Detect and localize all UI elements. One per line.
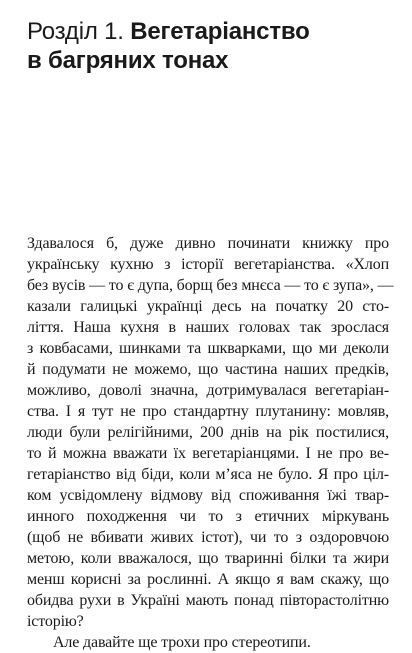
text-line: метою, коли вважалося, що тваринні білки та жири [27,550,389,567]
text-line: й подумати не можемо, що частина наших предків, [27,361,389,378]
text-line: Але давайте ще трохи про стереотипи. [53,634,311,651]
text-line: инного походження чи то з етичних міркувань [27,508,389,525]
text-line: українську кухню з історії вегетаріанства. «Хлоп [27,256,389,273]
text-line: ком усвідомлену відмову від споживання їжі твар- [27,487,389,504]
chapter-title-line-1: Вегетаріанство [130,18,310,45]
chapter-number: Розділ 1. [27,18,124,45]
paragraph-1 [27,233,394,632]
text-line: можливо, доволі значна, дотримувалася вегетаріан- [27,382,389,399]
paragraph-2 [27,632,389,653]
text-line: казали галицькі українці десь на початку 20 сто- [27,298,389,315]
text-line: Здавалося б, дуже дивно починати книжку про [27,235,389,252]
text-line: гетаріанство від біди, коли м’яса не було. Я про ціл- [27,466,389,483]
text-line: обидва рухи в Україні мають понад півторастолітню [27,592,389,609]
text-line: ства. І я тут не про стандартну плутанину: мовляв, [27,403,389,420]
text-line: менш корисні за рослинні. А якщо я вам скажу, що [27,571,389,588]
text-line: то й можна вважати їх вегетаріанцями. І не про ве- [27,445,389,462]
text-line: (щоб не вбивати живих істот), чи то з оздоровчою [27,529,389,546]
text-line: ліття. Наша кухня в наших головах так зрослася [27,319,389,336]
body-text [27,233,394,653]
text-line: без вусів — то є дупа, борщ без мнєса — то є зупа», — [27,277,394,294]
text-line: люди були релігійними, 200 днів на рік постилися, [27,424,389,441]
chapter-title-line-2: в багряних тонах [27,47,229,74]
text-line: історію? [27,613,84,630]
text-line: з ковбасами, шинками та шкварками, що ми деколи [27,340,389,357]
chapter-heading [27,17,397,75]
